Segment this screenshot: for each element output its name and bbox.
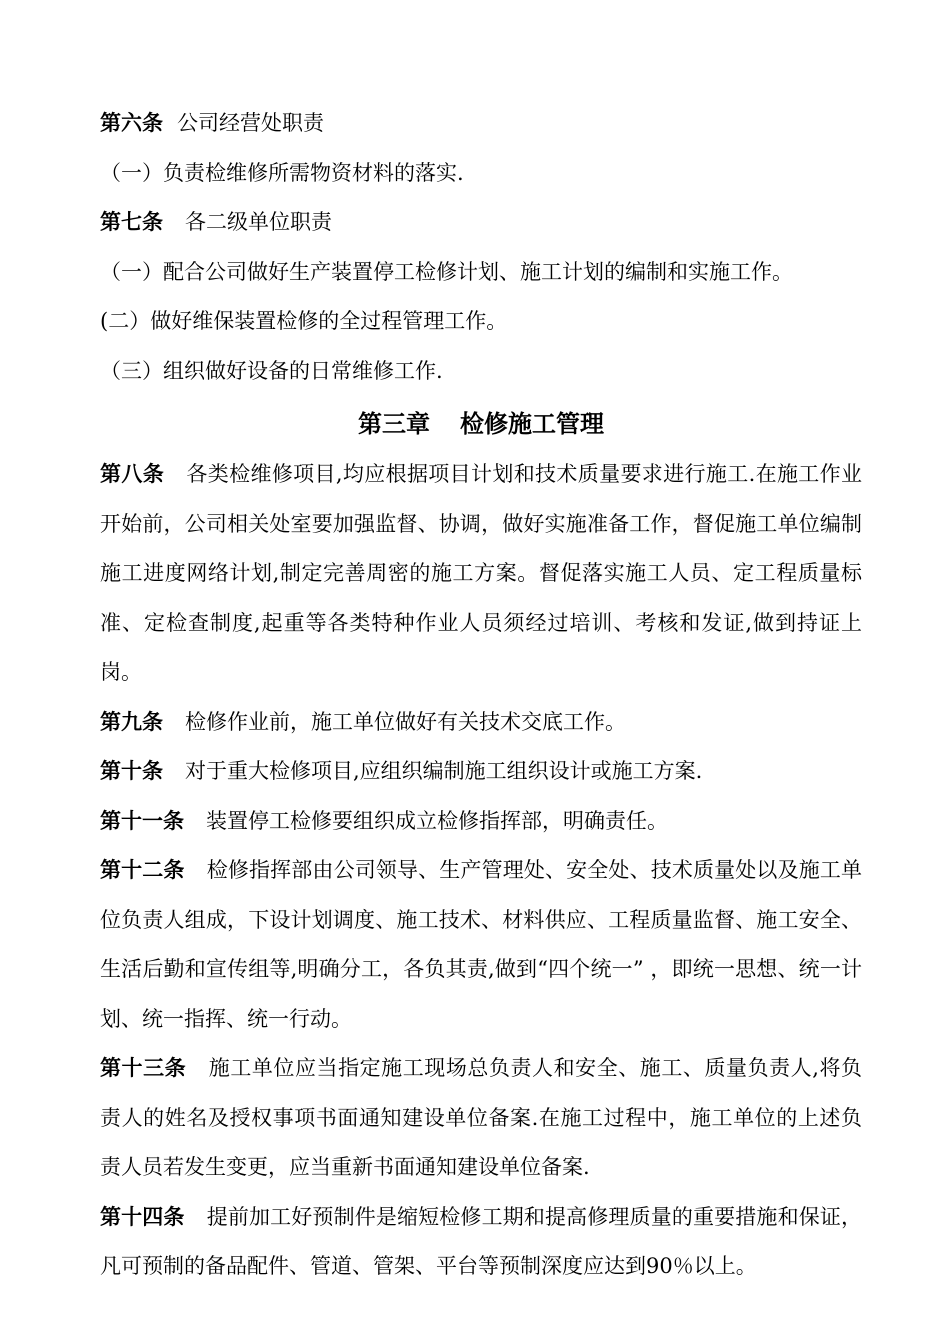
article-text: 施工单位应当指定施工现场总负责人和安全、施工、质量负责人,将负责人的姓名及授权事项书面通知建设单位备案.在施工过程中，施工单位的上述负责人员若发生变更，应当重新书面通知建设单位备案. [100, 1056, 862, 1179]
article-text: 对于重大检修项目,应组织编制施工组织设计或施工方案. [185, 759, 703, 783]
article-text: 提前加工好预制件是缩短检修工期和提高修理质量的重要措施和保证，凡可预制的备品配件、管道、管架、平台等预制深度应达到90％以上。 [100, 1204, 863, 1278]
article-7-item-2: (二）做好维保装置检修的全过程管理工作。 [100, 309, 508, 333]
article-7-item-1: （一）配合公司做好生产装置停工检修计划、施工计划的编制和实施工作。 [100, 259, 793, 284]
article-label: 第八条 [100, 462, 165, 486]
chapter-heading [100, 396, 862, 450]
article-label: 第十四条 [100, 1204, 185, 1229]
article-label: 第七条 [100, 210, 163, 234]
chapter-number: 第三章 [358, 410, 430, 438]
document-page [100, 99, 862, 1292]
article-label: 第九条 [100, 709, 163, 734]
article-6-item-1: （一）负责检维修所需物资材料的落实. [100, 160, 464, 185]
article-7-item-3: （三）组织做好设备的日常维修工作. [100, 358, 443, 383]
article-14 [100, 1193, 862, 1292]
article-label: 第十条 [100, 759, 163, 783]
article-label: 第十一条 [100, 808, 184, 833]
article-11 [100, 797, 862, 847]
article-text: 装置停工检修要组织成立检修指挥部，明确责任。 [206, 808, 668, 833]
article-9 [100, 698, 862, 748]
chapter-title: 检修施工管理 [460, 410, 604, 438]
article-text: 公司经营处职责 [177, 111, 324, 135]
article-12 [100, 846, 862, 1044]
article-text: 各类检维修项目,均应根据项目计划和技术质量要求进行施工.在施工作业开始前，公司相关处室要加强监督、协调，做好实施准备工作，督促施工单位编制施工进度网络计划,制定完善周密的施工方案。督促落实施工人员、定工程质量标准、定检查制度,起重等各类特种作业人员须经过培训、考核和发证,做到持证上岗。 [100, 462, 862, 684]
article-13 [100, 1044, 862, 1193]
article-7 [100, 198, 862, 248]
article-6 [100, 99, 862, 149]
article-label: 第十二条 [100, 858, 185, 882]
article-8 [100, 450, 862, 698]
article-label: 第十三条 [100, 1056, 187, 1080]
article-10 [100, 747, 862, 797]
article-label: 第六条 [100, 111, 163, 135]
article-text: 各二级单位职责 [185, 210, 332, 234]
article-text: 检修指挥部由公司领导、生产管理处、安全处、技术质量处以及施工单位负责人组成，下设计划调度、施工技术、材料供应、工程质量监督、施工安全、生活后勤和宣传组等,明确分工，各负其责,做到“四个统一” ，即统一思想、统一计划、统一指挥、统一行动。 [100, 858, 863, 1031]
article-text: 检修作业前，施工单位做好有关技术交底工作。 [185, 709, 626, 734]
